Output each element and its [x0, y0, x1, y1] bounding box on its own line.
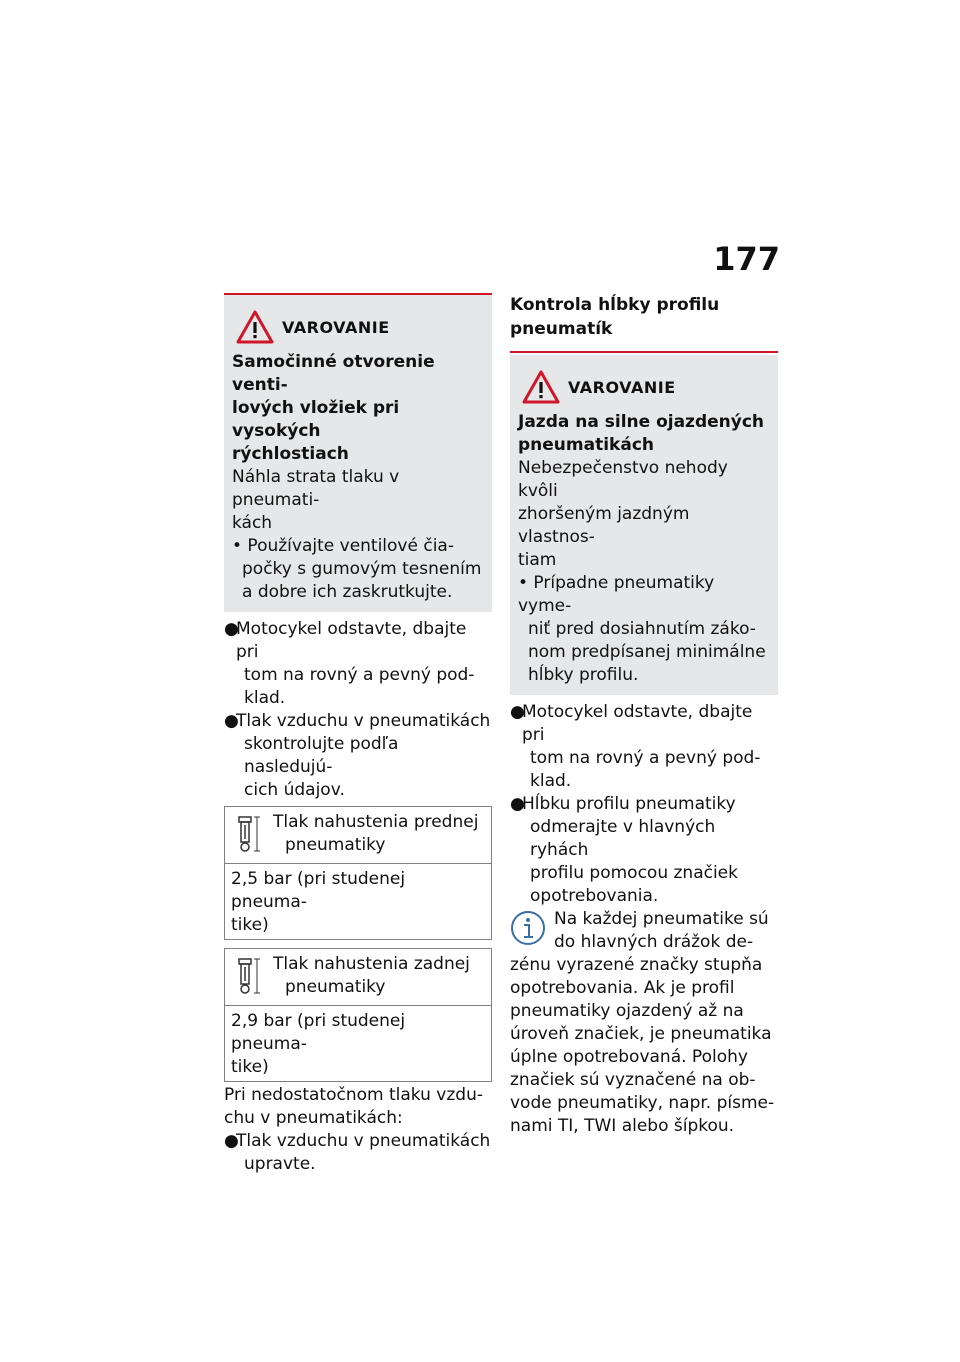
warning-title: VAROVANIE — [568, 377, 676, 397]
spec-label-line: Tlak nahustenia zadnej — [273, 954, 470, 974]
step-line: Hĺbku profilu pneumatiky — [522, 794, 736, 814]
warning-bullet-line: • Prípadne pneumatiky vyme- — [518, 573, 715, 616]
tire-pressure-icon — [235, 957, 263, 997]
warning-bullet-line: hĺbky profilu. — [528, 665, 639, 685]
step-line: cich údajov. — [244, 780, 345, 800]
step-item — [224, 710, 492, 802]
info-line: úroveň značiek, je pneumatika — [510, 1024, 772, 1044]
warning-subtitle — [518, 411, 768, 457]
spec-label-row — [225, 807, 491, 864]
step-line: Motocykel odstavte, dbajte pri — [236, 619, 467, 662]
spec-table-front — [224, 806, 492, 940]
spec-label-row — [225, 949, 491, 1006]
info-line: vode pneumatiky, napr. písme- — [510, 1093, 775, 1113]
info-line: Na každej pneumatike sú — [554, 909, 769, 929]
step-line: profilu pomocou značiek — [530, 863, 738, 883]
info-first-lines — [510, 908, 778, 954]
step-line: odmerajte v hlavných ryhách — [530, 817, 716, 860]
warning-subtitle-line: pneumatikách — [518, 435, 654, 455]
spec-label — [273, 949, 476, 1005]
section-title — [510, 293, 778, 353]
step-list — [224, 618, 492, 802]
bullet-dot-icon: ● — [224, 1131, 239, 1151]
step-line: Tlak vzduchu v pneumatikách — [236, 1131, 491, 1151]
warning-bullet — [518, 572, 768, 687]
warning-bullet-line: a dobre ich zaskrutkujte. — [242, 582, 453, 602]
info-icon — [510, 910, 546, 946]
warning-text — [232, 466, 482, 535]
spec-value — [225, 1006, 491, 1081]
step-item — [510, 793, 778, 908]
page-number: 177 — [713, 240, 780, 278]
info-note — [510, 908, 778, 1138]
step-list — [510, 701, 778, 908]
warning-triangle-icon — [236, 310, 274, 344]
warning-header — [518, 369, 768, 405]
bullet-dot-icon: ● — [224, 619, 239, 639]
warning-text-line: zhoršeným jazdným vlastnos- — [518, 504, 690, 547]
step-line: klad. — [530, 771, 572, 791]
bullet-dot-icon: ● — [224, 711, 239, 731]
info-line: zénu vyrazené značky stupňa — [510, 955, 763, 975]
info-rest-lines — [510, 954, 778, 1138]
spec-value-line: tike) — [231, 915, 269, 935]
section-title-line: Kontrola hĺbky profilu — [510, 295, 720, 315]
tire-pressure-icon — [235, 815, 263, 855]
step-line: opotrebovania. — [530, 886, 659, 906]
info-line: úplne opotrebovaná. Polohy — [510, 1047, 748, 1067]
warning-bullet-line: počky s gumovým tesnením — [242, 559, 482, 579]
info-line: opotrebovania. Ak je profil — [510, 978, 735, 998]
warning-text-line: kách — [232, 513, 273, 533]
left-column — [224, 293, 492, 1176]
warning-subtitle-line: rýchlostiach — [232, 444, 349, 464]
warning-bullet — [232, 535, 482, 604]
spec-value-line: 2,9 bar (pri studenej pneuma- — [231, 1011, 406, 1054]
warning-bullet-line: nom predpísanej minimálne — [528, 642, 766, 662]
text-line: Pri nedostatočnom tlaku vzdu- — [224, 1085, 483, 1105]
spec-value-line: 2,5 bar (pri studenej pneuma- — [231, 869, 406, 912]
info-line: do hlavných drážok de- — [554, 932, 754, 952]
spec-value-line: tike) — [231, 1057, 269, 1077]
right-column — [510, 293, 778, 1138]
warning-bullet-line: • Používajte ventilové čia- — [232, 536, 454, 556]
spec-label-line: Tlak nahustenia prednej — [273, 812, 479, 832]
spec-label — [273, 807, 484, 863]
info-line: značiek sú vyznačené na ob- — [510, 1070, 756, 1090]
step-line: Tlak vzduchu v pneumatikách — [236, 711, 491, 731]
section-title-line: pneumatík — [510, 319, 613, 339]
info-line: nami TI, TWI alebo šípkou. — [510, 1116, 735, 1136]
warning-text-line: tiam — [518, 550, 557, 570]
spec-label-line: pneumatiky — [285, 977, 386, 997]
text-line: chu v pneumatikách: — [224, 1108, 403, 1128]
warning-subtitle-line: lových vložiek pri vysokých — [232, 398, 400, 441]
step-item — [224, 1130, 492, 1176]
step-line: tom na rovný a pevný pod- — [530, 748, 761, 768]
spec-table-rear — [224, 948, 492, 1082]
warning-triangle-icon — [522, 370, 560, 404]
step-item — [224, 618, 492, 710]
step-item — [510, 701, 778, 793]
warning-text — [518, 457, 768, 572]
step-line: upravte. — [244, 1154, 316, 1174]
step-line: tom na rovný a pevný pod- — [244, 665, 475, 685]
bullet-dot-icon: ● — [510, 702, 525, 722]
warning-bullet-line: niť pred dosiahnutím záko- — [528, 619, 756, 639]
step-line: skontrolujte podľa nasledujú- — [244, 734, 399, 777]
warning-box-valve — [224, 293, 492, 612]
warning-box-tread — [510, 355, 778, 695]
warning-subtitle — [232, 351, 482, 466]
warning-text-line: Nebezpečenstvo nehody kvôli — [518, 458, 728, 501]
spec-value — [225, 864, 491, 939]
warning-title: VAROVANIE — [282, 317, 390, 337]
spec-label-line: pneumatiky — [285, 835, 386, 855]
warning-subtitle-line: Samočinné otvorenie venti- — [232, 352, 435, 395]
bullet-dot-icon: ● — [510, 794, 525, 814]
info-line: pneumatiky ojazdený až na — [510, 1001, 744, 1021]
step-line: Motocykel odstavte, dbajte pri — [522, 702, 753, 745]
warning-header — [232, 309, 482, 345]
underinflation-text — [224, 1084, 492, 1130]
step-line: klad. — [244, 688, 286, 708]
warning-subtitle-line: Jazda na silne ojazdených — [518, 412, 765, 432]
warning-text-line: Náhla strata tlaku v pneumati- — [232, 467, 400, 510]
